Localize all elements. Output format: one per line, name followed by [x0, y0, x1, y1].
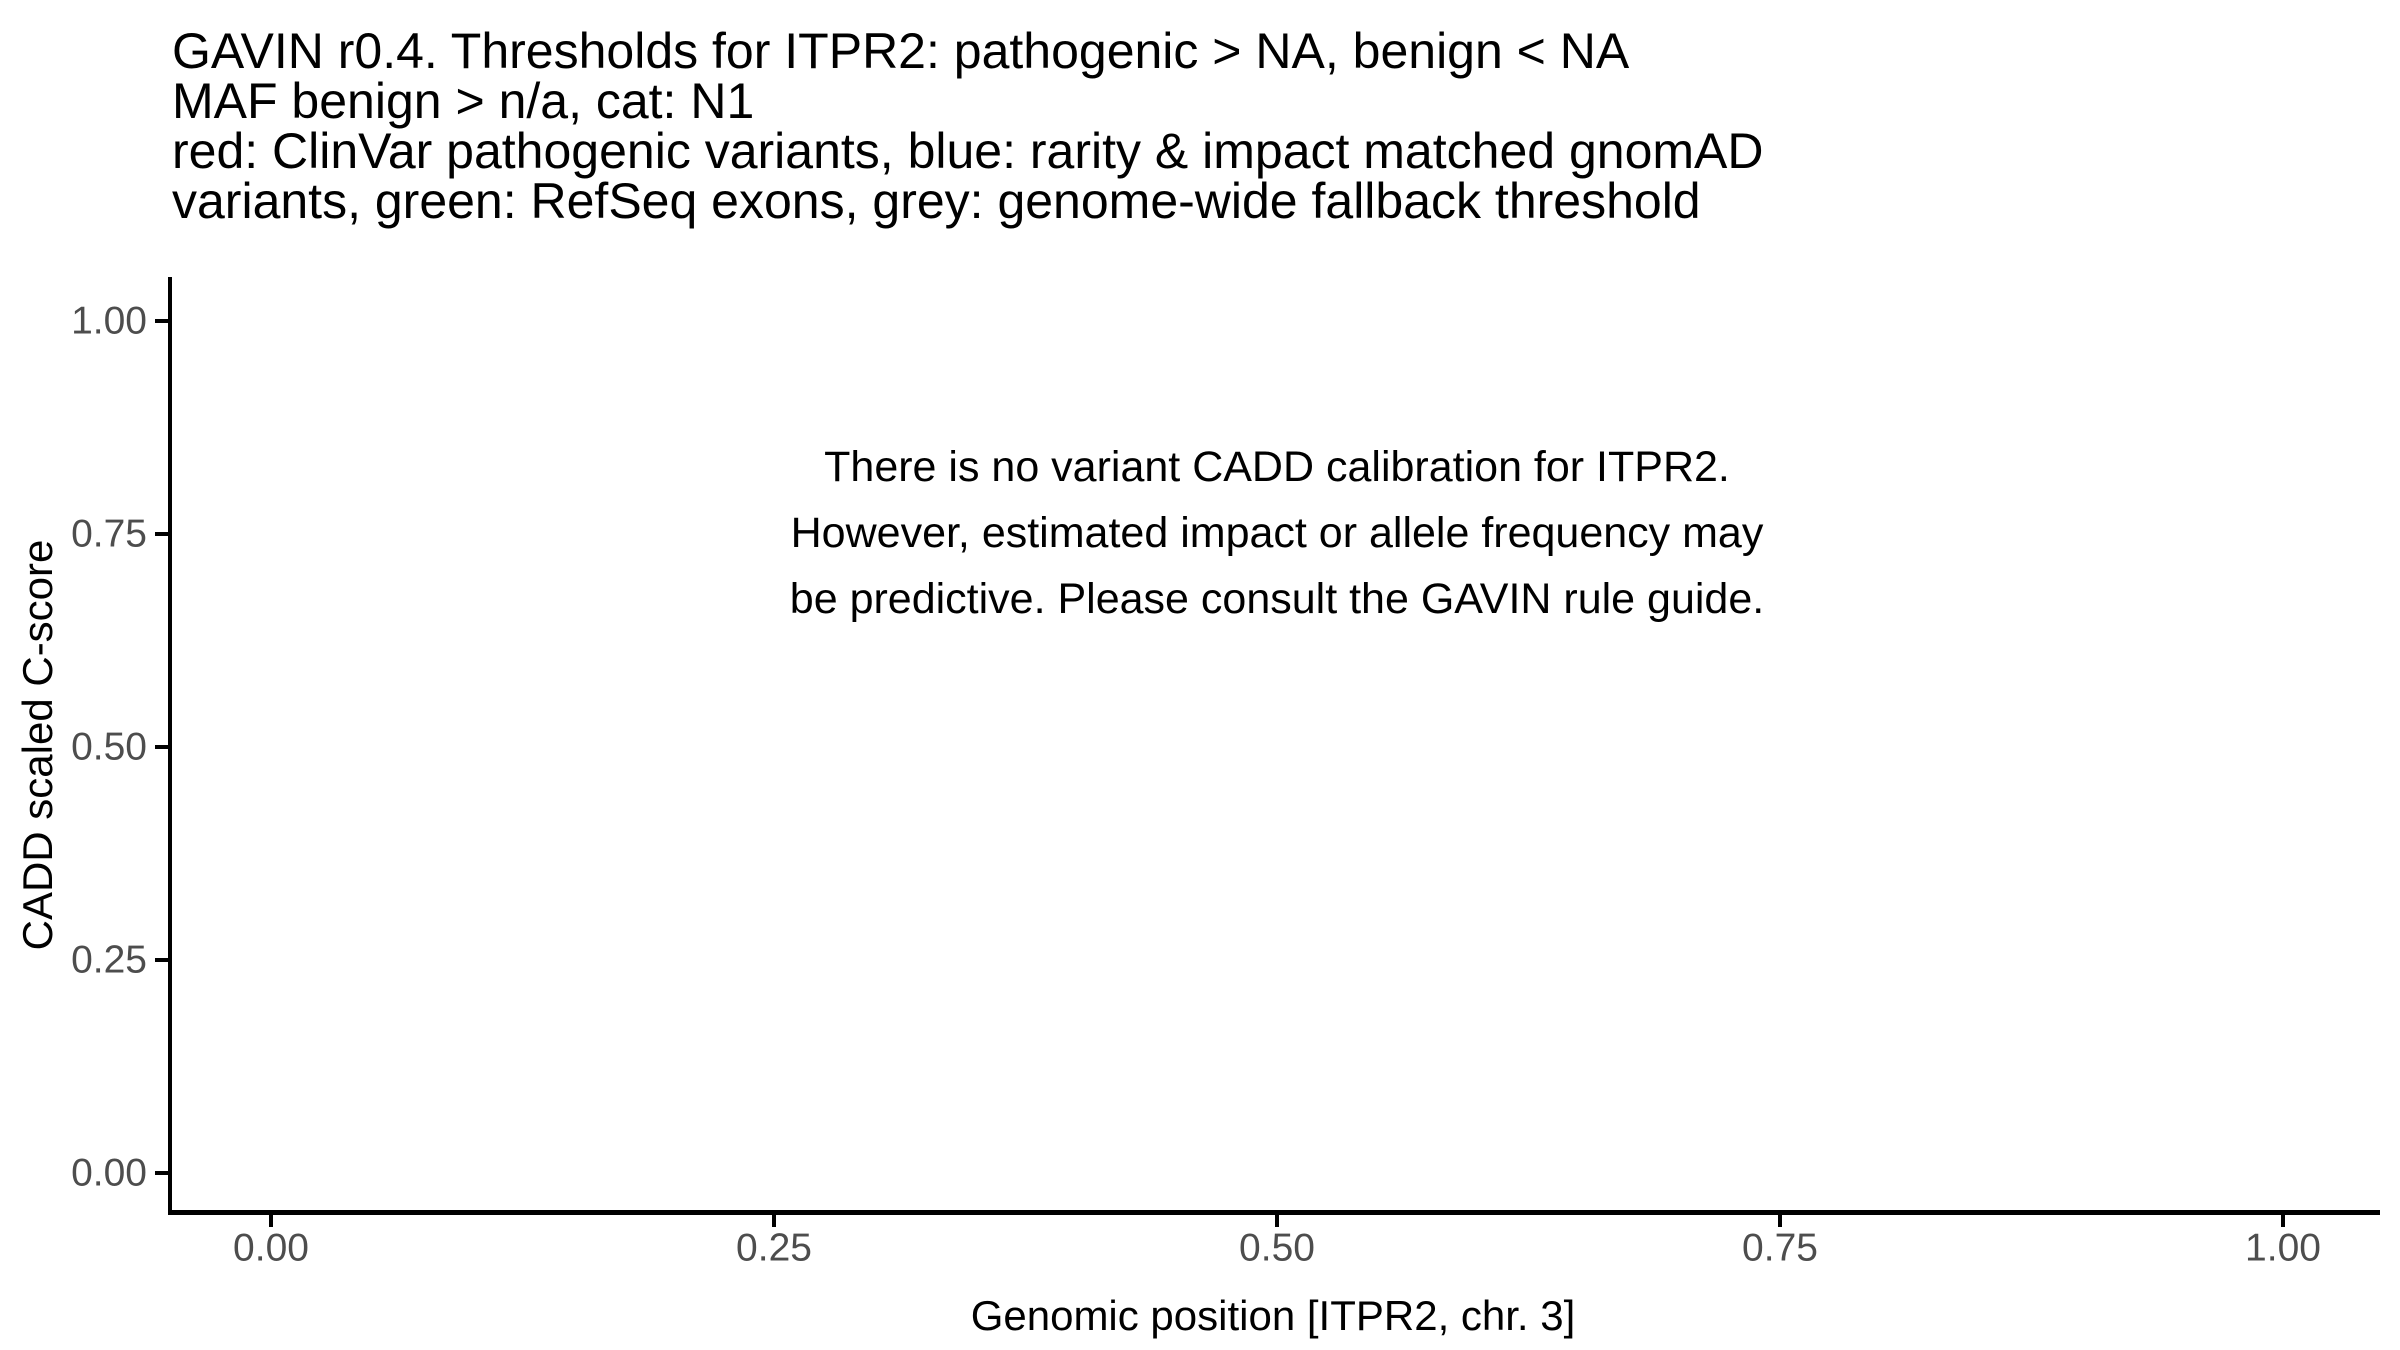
y-tick-label: 0.75: [71, 512, 147, 556]
x-tick-mark: [1778, 1215, 1782, 1227]
no-calibration-annotation: [790, 434, 1764, 632]
annotation-line-1: There is no variant CADD calibration for ITPR2.: [824, 443, 1730, 491]
chart-title-line-2: MAF benign > n/a, cat: N1: [172, 73, 755, 129]
y-tick-mark: [155, 745, 168, 749]
y-tick-label: 0.00: [71, 1151, 147, 1195]
chart-title-line-1: GAVIN r0.4. Thresholds for ITPR2: pathogenic > NA, benign < NA: [172, 23, 1630, 79]
x-axis-title: Genomic position [ITPR2, chr. 3]: [970, 1292, 1576, 1339]
x-tick-label: 0.75: [1742, 1226, 1818, 1270]
y-axis-title: CADD scaled C-score: [14, 539, 61, 951]
y-tick-mark: [155, 319, 168, 323]
x-tick-label: 1.00: [2245, 1226, 2321, 1270]
x-tick-label: 0.00: [233, 1226, 309, 1270]
x-axis-line: [168, 1210, 2380, 1215]
y-tick-label: 1.00: [71, 299, 147, 343]
y-tick-mark: [155, 1171, 168, 1175]
chart-title-line-4: variants, green: RefSeq exons, grey: genome-wide fallback threshold: [172, 173, 1701, 229]
x-tick-mark: [772, 1215, 776, 1227]
x-tick-label: 0.25: [736, 1226, 812, 1270]
x-tick-mark: [269, 1215, 273, 1227]
chart-title-line-3: red: ClinVar pathogenic variants, blue: rarity & impact matched gnomAD: [172, 123, 1764, 179]
y-tick-mark: [155, 532, 168, 536]
annotation-line-3: be predictive. Please consult the GAVIN rule guide.: [789, 575, 1765, 623]
y-axis-line: [168, 277, 172, 1215]
chart-title: [172, 23, 1764, 229]
y-tick-label: 0.50: [71, 725, 147, 769]
x-tick-label: 0.50: [1239, 1226, 1315, 1270]
y-tick-label: 0.25: [71, 938, 147, 982]
x-tick-mark: [1275, 1215, 1279, 1227]
y-tick-mark: [155, 958, 168, 962]
x-tick-mark: [2281, 1215, 2285, 1227]
annotation-line-2: However, estimated impact or allele frequency may: [790, 509, 1764, 557]
